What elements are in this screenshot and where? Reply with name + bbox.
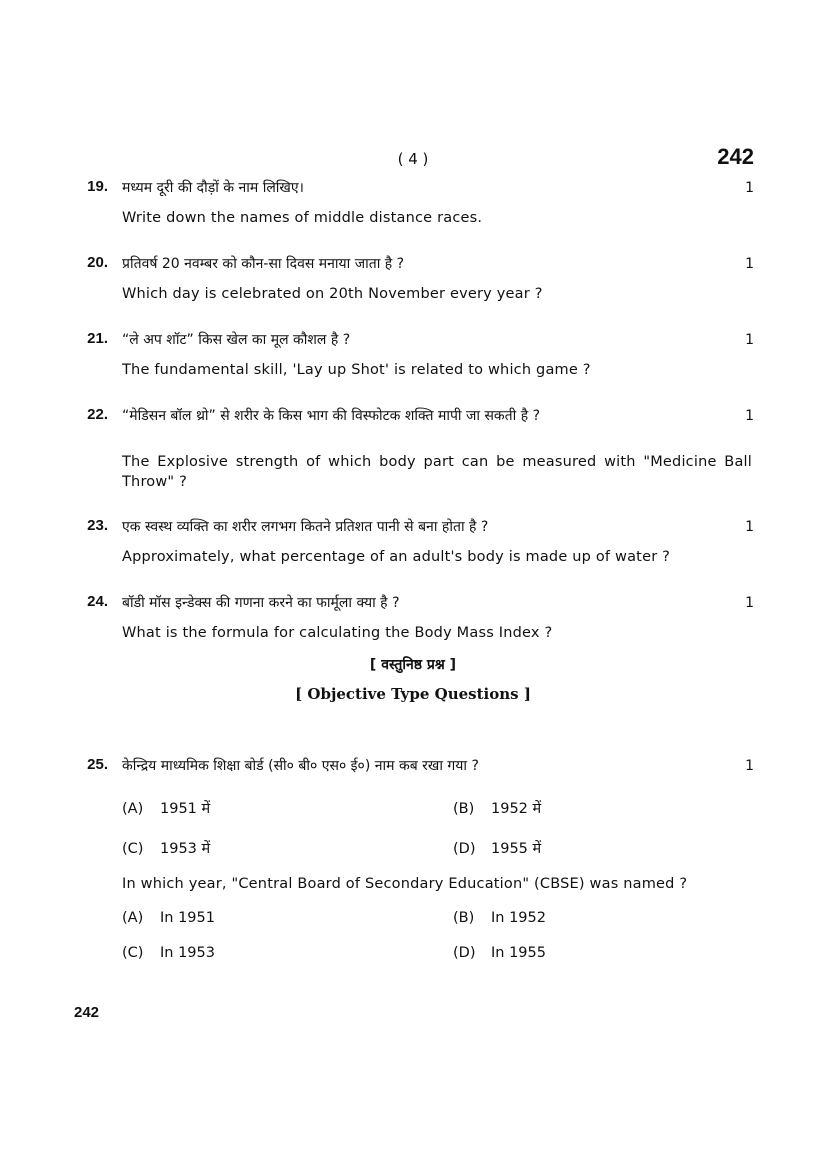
section-heading-hindi: [ वस्तुनिष्ठ प्रश्न ] (369, 657, 457, 673)
question-number: 20. (87, 254, 108, 271)
question-number: 25. (87, 756, 108, 773)
question-english: The fundamental skill, 'Lay up Shot' is related to which game ? (122, 362, 591, 378)
page-number: ( 4 ) (397, 150, 429, 168)
question-hindi: प्रतिवर्ष 20 नवम्बर को कौन-सा दिवस मनाया जाता है ? (122, 256, 405, 272)
option-a-english (122, 910, 215, 926)
option-text: 1955 में (491, 841, 542, 857)
option-text: In 1952 (491, 910, 546, 926)
question-number: 24. (87, 593, 108, 610)
question-marks: 1 (745, 595, 754, 611)
option-text: In 1955 (491, 945, 546, 961)
option-d-hindi (453, 838, 541, 858)
question-english: Approximately, what percentage of an adult's body is made up of water ? (122, 549, 671, 565)
option-c-english (122, 945, 215, 961)
question-hindi: एक स्वस्थ व्यक्ति का शरीर लगभग कितने प्रतिशत पानी से बना होता है ? (122, 519, 489, 535)
paper-code-bottom: 242 (74, 1004, 100, 1021)
option-text: 1951 में (160, 801, 211, 817)
question-hindi: मध्यम दूरी की दौड़ों के नाम लिखिए। (122, 180, 304, 196)
question-hindi: बॉडी मॉस इन्डेक्स की गणना करने का फार्मूला क्या है ? (122, 595, 400, 611)
section-heading-english: [ Objective Type Questions ] (295, 685, 531, 703)
option-label: (C) (122, 945, 144, 961)
question-english: What is the formula for calculating the Body Mass Index ? (122, 625, 553, 641)
question-marks: 1 (745, 180, 754, 196)
question-english: In which year, "Central Board of Secondary Education" (CBSE) was named ? (122, 876, 688, 892)
question-hindi: “ले अप शॉट” किस खेल का मूल कौशल है ? (122, 332, 351, 348)
option-label: (D) (453, 841, 476, 857)
option-b-hindi (453, 798, 541, 818)
option-a-hindi (122, 798, 210, 818)
option-label: (B) (453, 910, 475, 926)
paper-code-top: 242 (717, 144, 754, 169)
option-b-english (453, 910, 546, 926)
option-c-hindi (122, 838, 210, 858)
question-marks: 1 (745, 256, 754, 272)
option-d-english (453, 945, 546, 961)
question-number: 23. (87, 517, 108, 534)
question-marks: 1 (745, 519, 754, 535)
option-text: In 1953 (160, 945, 215, 961)
question-english: The Explosive strength of which body part can be measured with "Medicine Ball Throw" ? (122, 454, 752, 490)
option-label: (D) (453, 945, 476, 961)
question-english: Which day is celebrated on 20th November every year ? (122, 286, 543, 302)
question-number: 19. (87, 178, 108, 195)
question-hindi: “मेडिसन बॉल थ्रो” से शरीर के किस भाग की विस्फोटक शक्ति मापी जा सकती है ? (122, 408, 541, 424)
question-marks: 1 (745, 758, 754, 774)
option-label: (B) (453, 801, 475, 817)
question-number: 22. (87, 406, 108, 423)
option-text: In 1951 (160, 910, 215, 926)
question-number: 21. (87, 330, 108, 347)
question-marks: 1 (745, 332, 754, 348)
option-label: (C) (122, 841, 144, 857)
question-hindi: केन्द्रिय माध्यमिक शिक्षा बोर्ड (सी० बी० एस० ई०) नाम कब रखा गया ? (122, 758, 479, 774)
question-marks: 1 (745, 408, 754, 424)
option-text: 1952 में (491, 801, 542, 817)
option-label: (A) (122, 801, 144, 817)
option-text: 1953 में (160, 841, 211, 857)
question-english: Write down the names of middle distance races. (122, 210, 483, 226)
option-label: (A) (122, 910, 144, 926)
